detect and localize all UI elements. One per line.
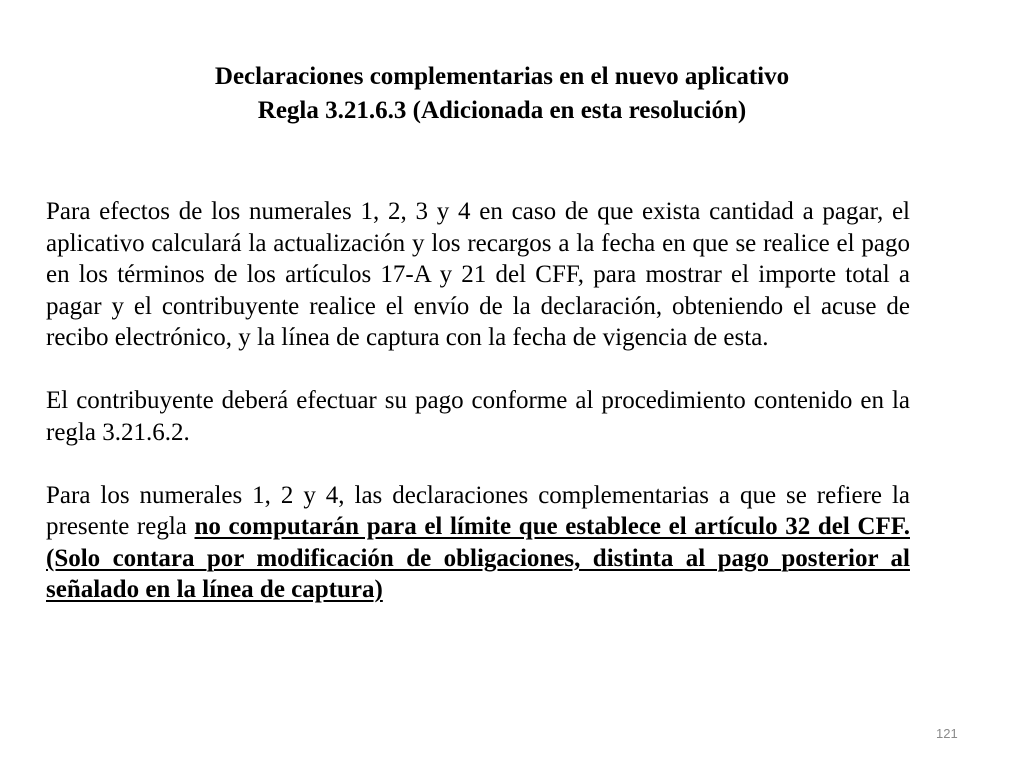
title-line-2: Regla 3.21.6.3 (Adicionada en esta resolución) [257,97,747,124]
paragraph-3 [46,480,910,606]
paragraph-3-emphasis: no computarán para el límite que establece el artículo 32 del CFF. (Solo contara por modificación de obligaciones, distinta al pago posterior al señalado en la línea de captura) [46,513,910,603]
paragraph-1: Para efectos de los numerales 1, 2, 3 y 4 en caso de que exista cantidad a pagar, el aplicativo calculará la actualización y los recargos a la fecha en que se realice el pago en los términos de los artículos 17-A y 21 del CFF, para mostrar el importe total a pagar y el contribuyente realice el envío de la declaración, obteniendo el acuse de recibo electrónico, y la línea de captura con la fecha de vigencia de esta. [46,198,910,351]
slide-title [0,60,1004,128]
paragraph-3-text: Para los numerales 1, 2 y 4, las declaraciones complementarias a que se refiere la presente regla [46,481,910,540]
page-number: 121 [936,726,958,741]
paragraph-2: El contribuyente deberá efectuar su pago conforme al procedimiento contenido en la regla 3.21.6.2. [46,387,910,446]
title-line-1: Declaraciones complementarias en el nuevo aplicativo [214,63,790,90]
slide-body [46,196,910,637]
